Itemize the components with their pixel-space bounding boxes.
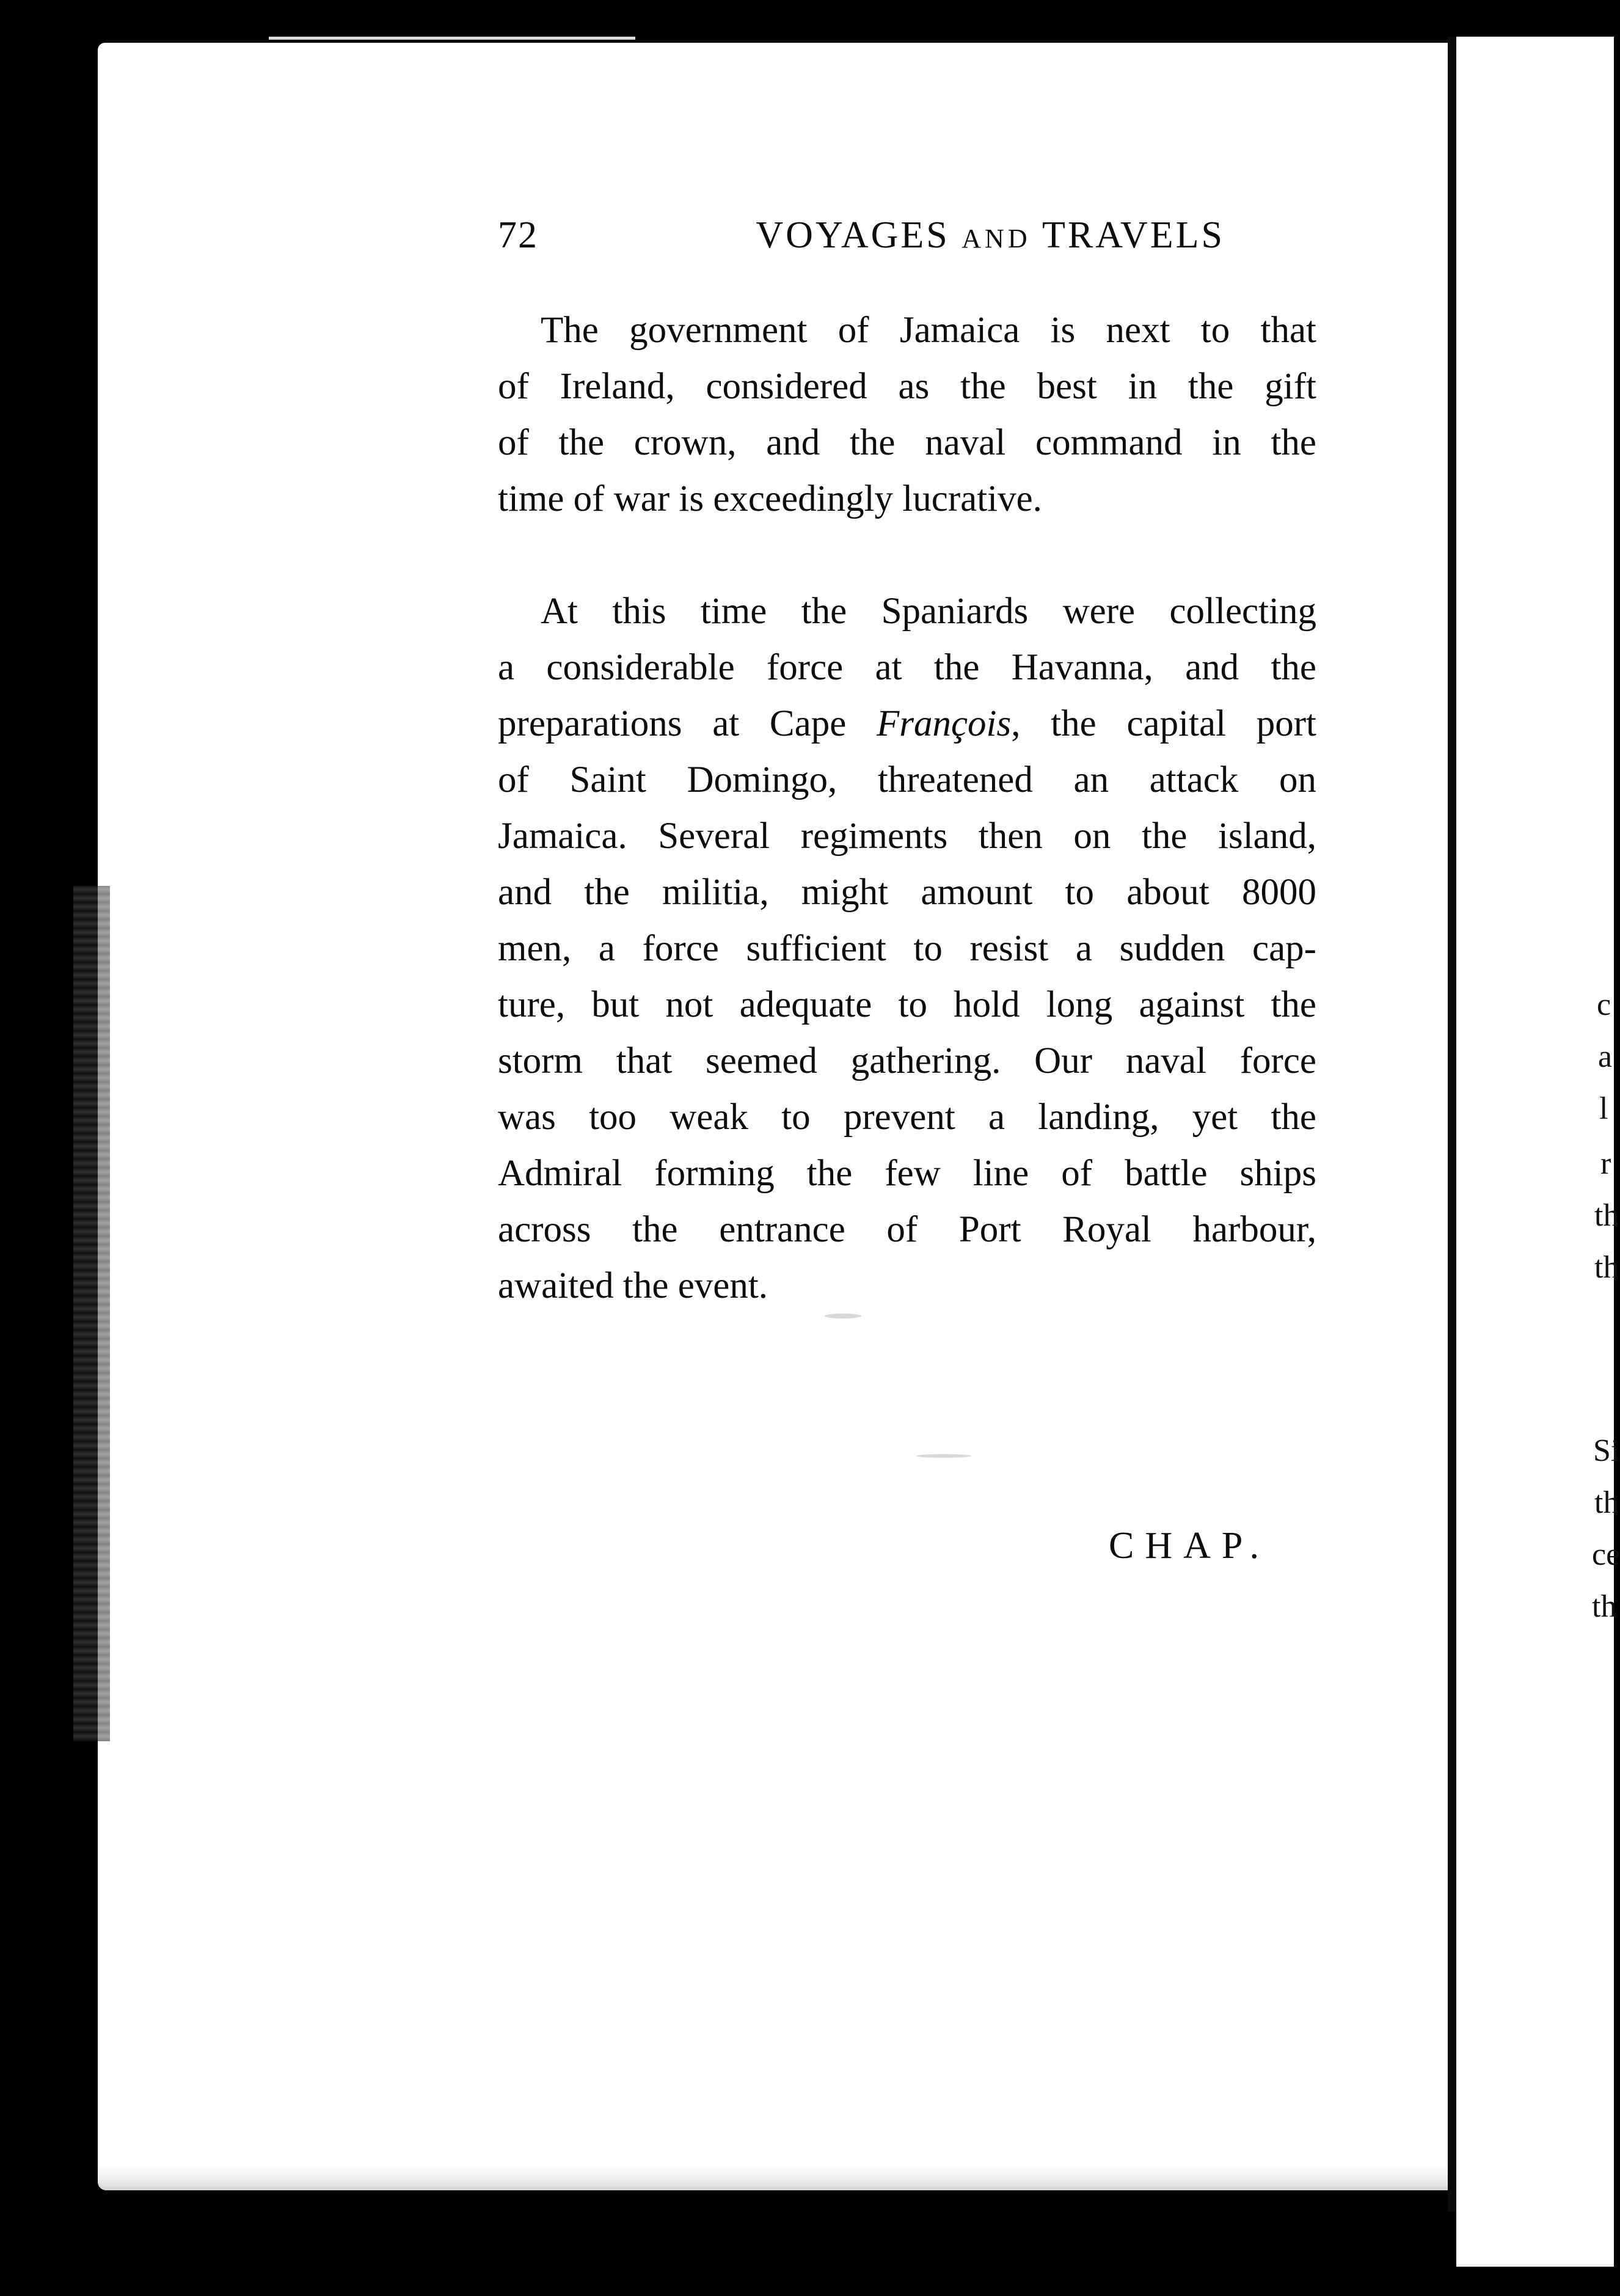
running-title-and: AND [961, 224, 1031, 254]
facing-page-fragment: ce [1592, 1537, 1620, 1572]
facing-page-fragment: th [1592, 1589, 1617, 1624]
text-segment: preparations at Cape [498, 703, 877, 744]
page-number: 72 [498, 214, 538, 256]
text-line: a considerable force at the Havanna, and the [498, 647, 1316, 688]
paragraph-spanish-forces [498, 583, 1316, 1314]
facing-page-fragment: Si [1593, 1433, 1620, 1468]
page-bottom-shade [98, 2166, 1457, 2190]
catchword: CHAP. [1109, 1525, 1271, 1567]
text-line: Jamaica. Several regiments then on the island, [498, 816, 1316, 857]
text-line: time of war is exceedingly lucrative. [498, 478, 1042, 519]
text-line: men, a force sufficient to resist a sudden cap- [498, 928, 1316, 969]
text-line: and the militia, might amount to about 8000 [498, 872, 1316, 913]
text-line: At this time the Spaniards were collecting [541, 591, 1316, 632]
running-header [498, 214, 1225, 263]
text-line: Admiral forming the few line of battle ships [498, 1153, 1316, 1194]
text-line: of the crown, and the naval command in the [498, 422, 1316, 463]
text-line [498, 696, 1316, 752]
text-line: storm that seemed gathering. Our naval force [498, 1040, 1316, 1081]
running-title-part1: VOYAGES [756, 214, 950, 256]
facing-page-fragment: th [1594, 1198, 1619, 1233]
facing-page-fragment: c [1597, 987, 1611, 1022]
paper-speck [916, 1454, 971, 1458]
italic-place-name: François [876, 703, 1012, 744]
running-title-part2: TRAVELS [1042, 214, 1225, 256]
facing-page-fragment: th [1594, 1250, 1619, 1285]
facing-page-fragment: r [1600, 1146, 1611, 1181]
text-line: awaited the event. [498, 1265, 768, 1306]
facing-page-fragment: a [1598, 1039, 1613, 1074]
text-line: ture, but not adequate to hold long against the [498, 984, 1316, 1025]
text-line: across the entrance of Port Royal harbour, [498, 1209, 1316, 1250]
text-line: The government of Jamaica is next to that [541, 310, 1316, 351]
running-title [756, 214, 1225, 257]
facing-page-fragment: th [1594, 1485, 1619, 1520]
text-line: of Ireland, considered as the best in the gift [498, 366, 1316, 407]
facing-page-fragment: l [1599, 1091, 1608, 1126]
paper-speck [825, 1314, 861, 1318]
paper-edge-mark [269, 37, 635, 40]
book-gutter [1448, 37, 1456, 2212]
text-segment: , the capital port [1011, 703, 1316, 744]
book-page-right-edge [1456, 37, 1620, 2267]
text-line: of Saint Domingo, threatened an attack on [498, 759, 1316, 800]
paragraph-jamaica-government [498, 302, 1316, 527]
page-edge-stack [73, 886, 110, 1741]
text-line: was too weak to prevent a landing, yet the [498, 1097, 1316, 1138]
